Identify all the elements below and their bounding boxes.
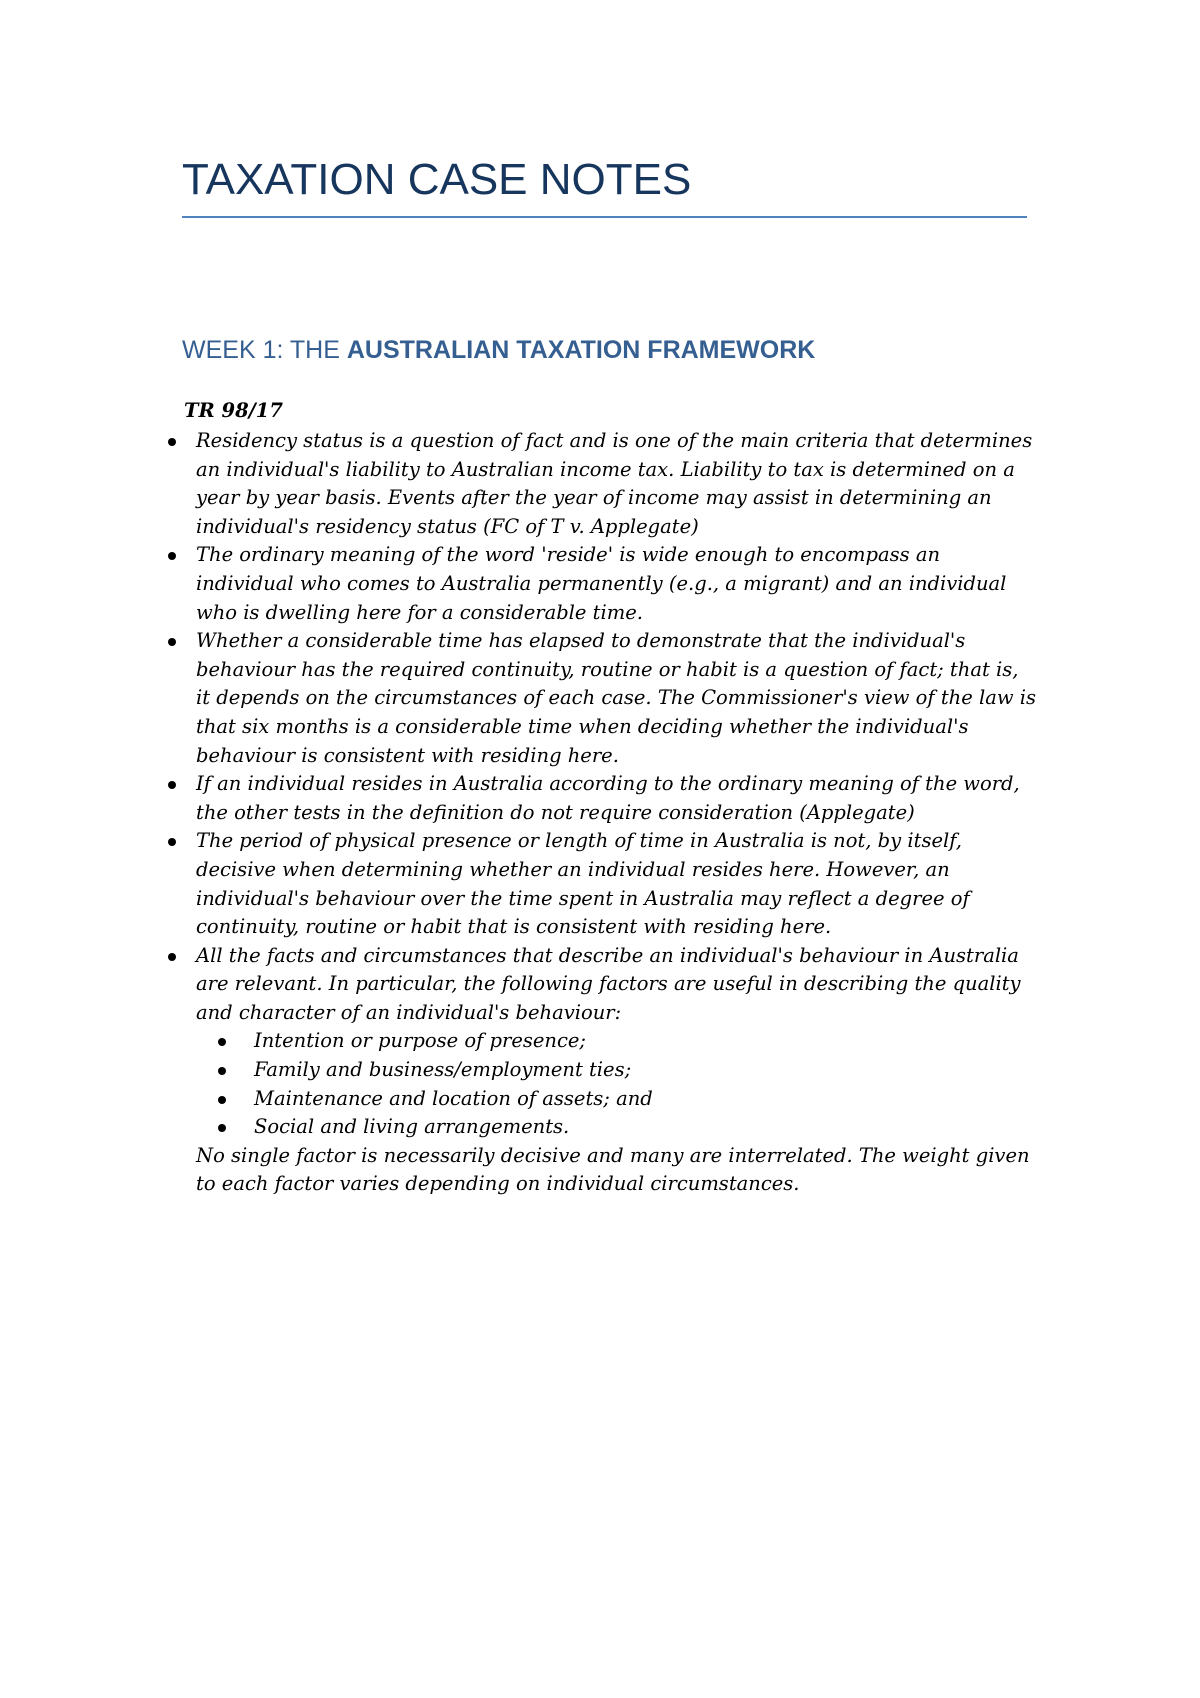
title-underline <box>182 216 1027 218</box>
closing-note: No single factor is necessarily decisive and many are interrelated. The weight given to each factor varies depending on individual circumstances. <box>196 1143 1030 1196</box>
ruling-reference: TR 98/17 <box>184 399 283 422</box>
list-item <box>168 541 1038 627</box>
residency-points-list <box>168 427 1038 1199</box>
section-heading-topic: AUSTRALIAN TAXATION FRAMEWORK <box>346 336 816 364</box>
factor-text: Intention or purpose of presence; <box>254 1029 586 1053</box>
list-item <box>168 942 1038 1199</box>
bullet-icon <box>218 1067 226 1075</box>
list-item <box>168 827 1038 941</box>
bullet-icon <box>168 781 176 789</box>
section-heading <box>182 334 815 366</box>
section-heading-prefix: WEEK 1: THE <box>182 336 347 364</box>
point-text: Residency status is a question of fact and is one of the main criteria that determines an individual's liability to Australian income tax. Liability to tax is determined on a year by year basis. Events after the year of income may assist in determining an individual's residency status (FC of T v. Applegate) <box>196 429 1033 538</box>
factor-text: Family and business/employment ties; <box>254 1058 632 1082</box>
bullet-icon <box>168 438 176 446</box>
list-item <box>168 770 1038 827</box>
bullet-icon <box>168 552 176 560</box>
bullet-icon <box>168 953 176 961</box>
bullet-icon <box>218 1038 226 1046</box>
point-text: Whether a considerable time has elapsed to demonstrate that the individual's behaviour has the required continuity, routine or habit is a question of fact; that is, it depends on the circumstances of each case. The Commissioner's view of the law is that six months is a considerable time when deciding whether the individual's behaviour is consistent with residing here. <box>196 629 1036 767</box>
point-text: The period of physical presence or length of time in Australia is not, by itself, decisive when determining whether an individual resides here. However, an individual's behaviour over the time spent in Australia may reflect a degree of continuity, routine or habit that is consistent with residing here. <box>196 829 970 939</box>
factor-item <box>254 1113 1038 1142</box>
list-item <box>168 627 1038 770</box>
factor-text: Maintenance and location of assets; and <box>254 1086 653 1110</box>
point-text: The ordinary meaning of the word 'reside' is wide enough to encompass an individual who comes to Australia permanently (e.g., a migrant) and an individual who is dwelling here for a considerable time. <box>196 543 1007 624</box>
case-notes-body <box>168 395 1038 1199</box>
bullet-icon <box>168 838 176 846</box>
bullet-icon <box>218 1096 226 1104</box>
factor-item <box>254 1027 1038 1056</box>
factors-list <box>196 1027 1038 1141</box>
point-text: If an individual resides in Australia according to the ordinary meaning of the word, the other tests in the definition do not require consideration (Applegate) <box>196 772 1020 824</box>
point-text: All the facts and circumstances that describe an individual's behaviour in Australia are relevant. In particular, the following factors are useful in describing the quality and character of an individual's behaviour: <box>196 943 1021 1024</box>
bullet-icon <box>168 638 176 646</box>
factor-text: Social and living arrangements. <box>254 1115 570 1139</box>
list-item <box>168 427 1038 541</box>
factor-item <box>254 1085 1038 1114</box>
factor-item <box>254 1056 1038 1085</box>
bullet-icon <box>218 1124 226 1132</box>
document-title: TAXATION CASE NOTES <box>182 155 692 204</box>
